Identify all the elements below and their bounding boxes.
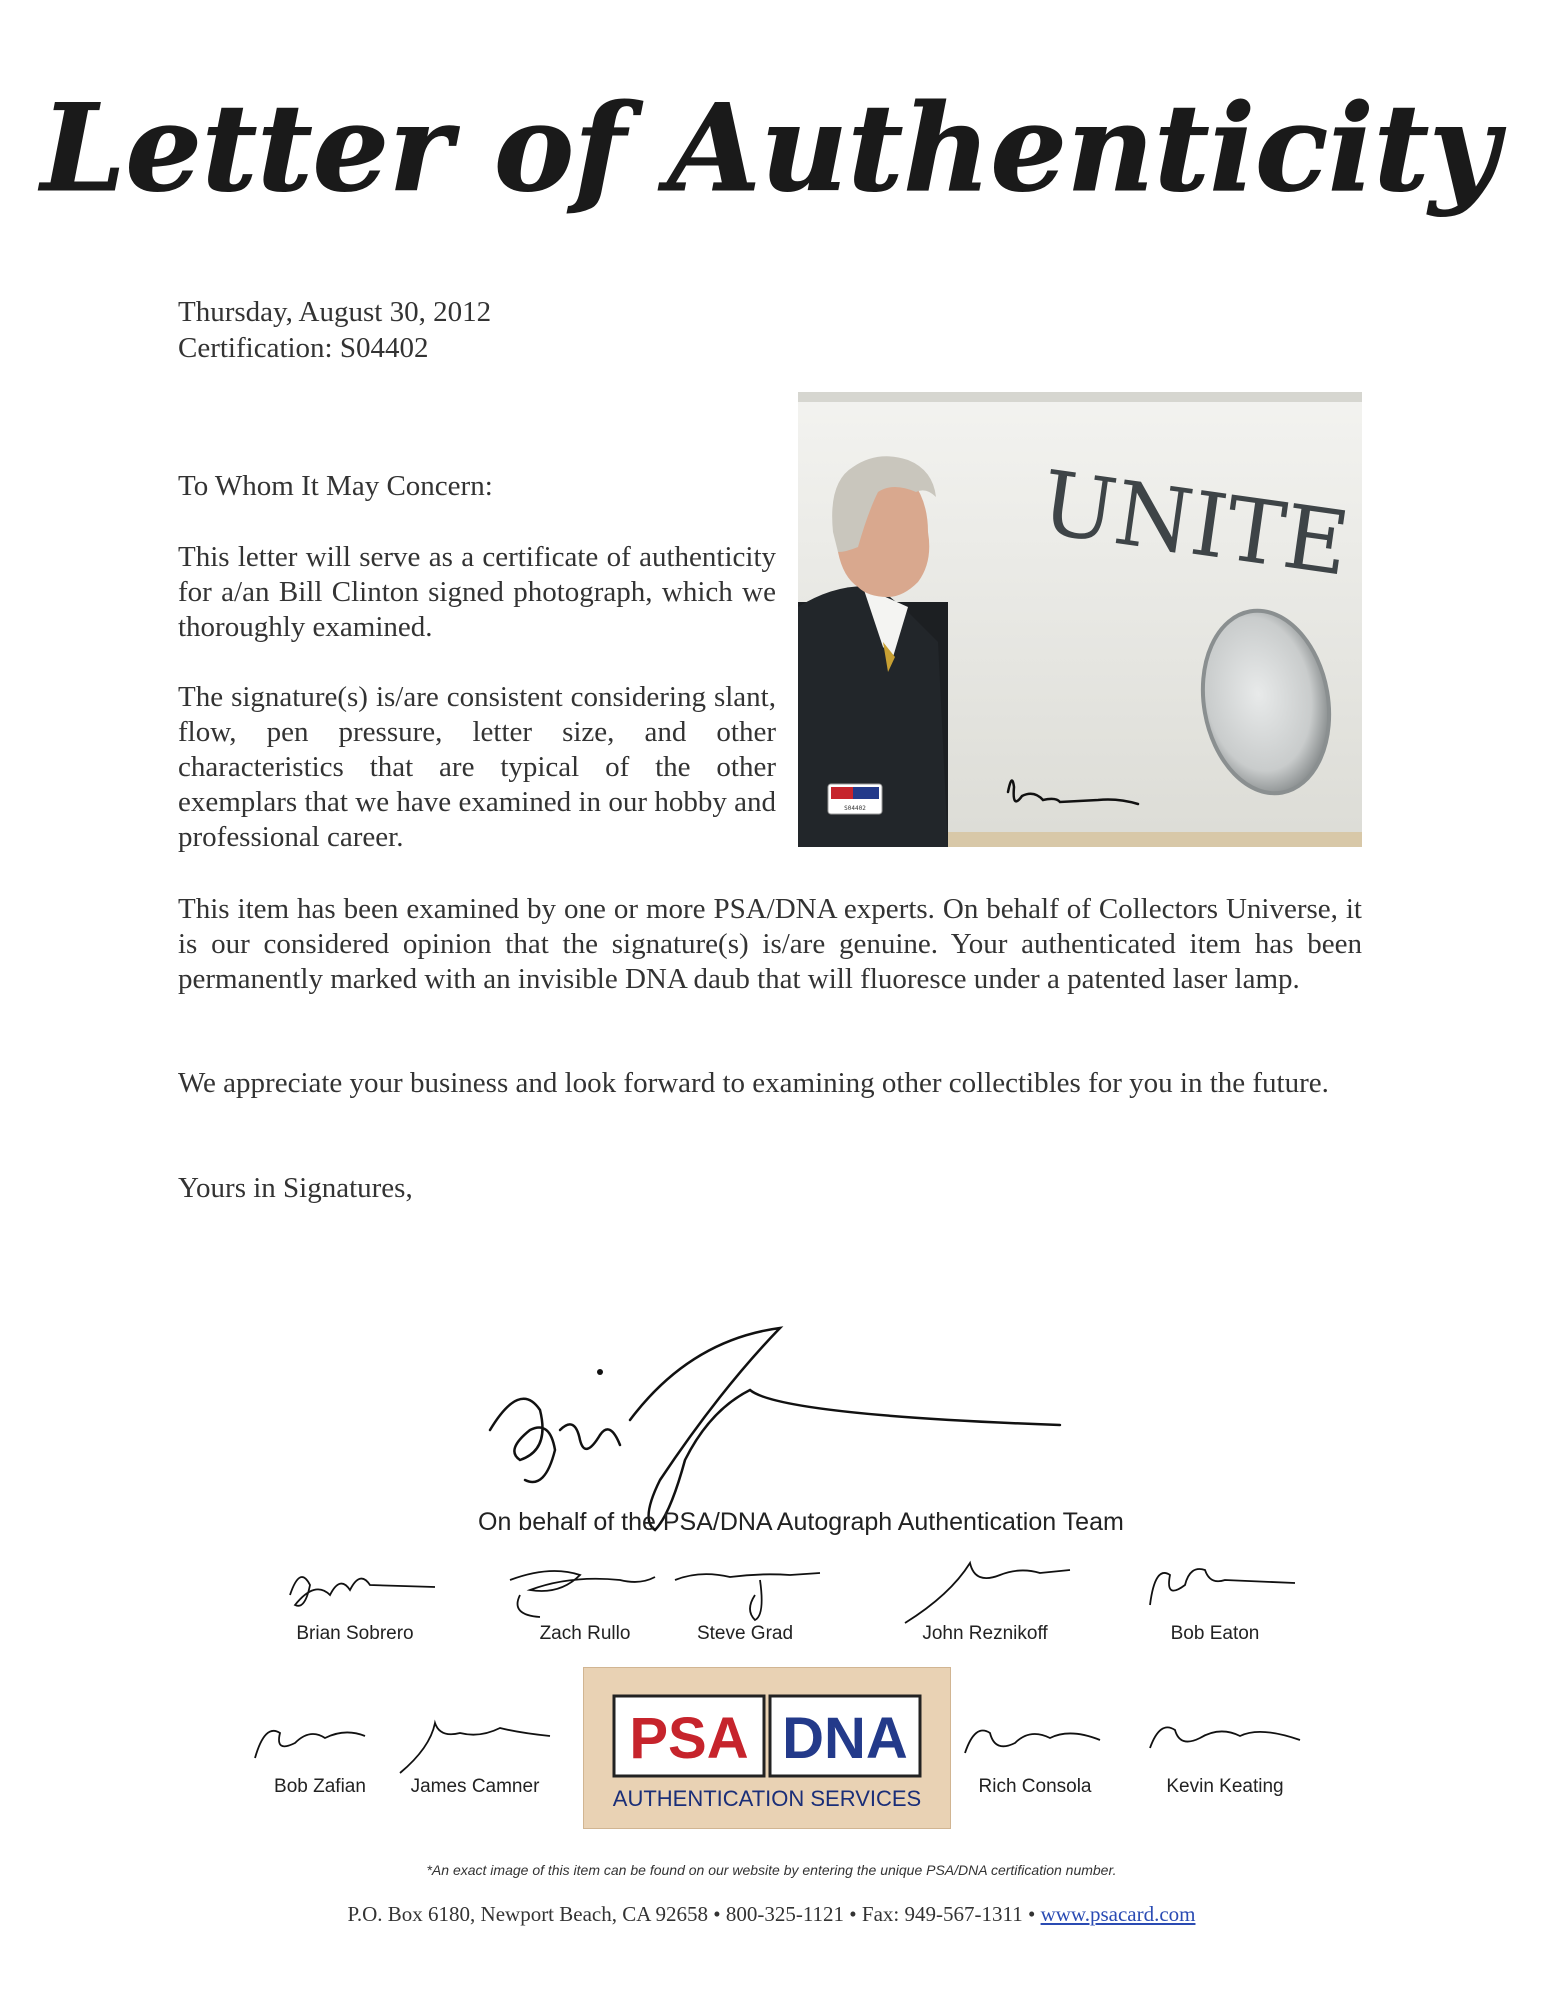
staff-name: Zach Rullo (539, 1623, 631, 1644)
staff-name: Rich Consola (978, 1776, 1092, 1797)
svg-text:S04402: S04402 (844, 805, 866, 812)
staff-signature (1130, 1555, 1300, 1645)
letter-title (41, 70, 1499, 250)
signed-photograph (798, 392, 1362, 847)
staff-signature (500, 1555, 670, 1645)
main-signature (480, 1320, 1060, 1540)
certification-number: Certification: S04402 (178, 332, 429, 364)
staff-name: James Camner (410, 1776, 540, 1797)
greeting: To Whom It May Concern: (178, 470, 493, 502)
staff-signature (900, 1555, 1070, 1645)
staff-name: Kevin Keating (1166, 1776, 1284, 1797)
staff-name: John Reznikoff (922, 1623, 1048, 1644)
svg-text:DNA: DNA (782, 1706, 908, 1771)
letter-meta (178, 294, 491, 366)
staff-signature (235, 1708, 405, 1798)
footer-contact (0, 1902, 1543, 1927)
svg-text:Letter of Authenticity: Letter of Authenticity (41, 78, 1499, 219)
staff-signature (270, 1555, 440, 1645)
staff-signature (1140, 1708, 1310, 1798)
letter-date: Thursday, August 30, 2012 (178, 296, 492, 328)
paragraph-certificate: This letter will serve as a certificate of authenticity for a/an Bill Clinton signed photograph, which we thoroughly examined. (178, 541, 776, 643)
staff-name: Bob Eaton (1170, 1623, 1260, 1644)
team-line: On behalf of the PSA/DNA Autograph Authentication Team (478, 1508, 1124, 1536)
paragraph-consistency: The signature(s) is/are consistent considering slant, flow, pen pressure, letter size, and other characteristics that are typical of the other exemplars that we have examined in our hobby and professional career. (178, 681, 776, 853)
svg-text:PSA: PSA (629, 1706, 749, 1771)
staff-signature (950, 1708, 1120, 1798)
staff-name: Steve Grad (696, 1623, 794, 1644)
footer-address: P.O. Box 6180, Newport Beach, CA 92658 • 800-325-1121 • Fax: 949-567-1311 • (347, 1902, 1041, 1926)
svg-text:AUTHENTICATION SERVICES: AUTHENTICATION SERVICES (612, 1786, 922, 1811)
staff-name: Brian Sobrero (296, 1623, 414, 1644)
paragraph-appreciation: We appreciate your business and look forward to examining other collectibles for you in the future. (178, 1067, 1329, 1099)
svg-text:UNITE: UNITE (1035, 450, 1356, 596)
closing: Yours in Signatures, (178, 1172, 413, 1204)
staff-name: Bob Zafian (274, 1776, 366, 1797)
psa-dna-logo (583, 1667, 951, 1829)
website-link[interactable]: www.psacard.com (1040, 1902, 1196, 1926)
paragraph-examination: This item has been examined by one or more PSA/DNA experts. On behalf of Collectors Universe, it is our considered opinion that the signature(s) is/are genuine. Your authenticated item has been permanently marked with an invisible DNA daub that will fluoresce under a patented laser lamp. (178, 893, 1362, 995)
staff-signature (660, 1555, 830, 1645)
footnote: *An exact image of this item can be found on our website by entering the unique PSA/DNA certification number. (426, 1862, 1117, 1878)
staff-signature (390, 1708, 560, 1798)
